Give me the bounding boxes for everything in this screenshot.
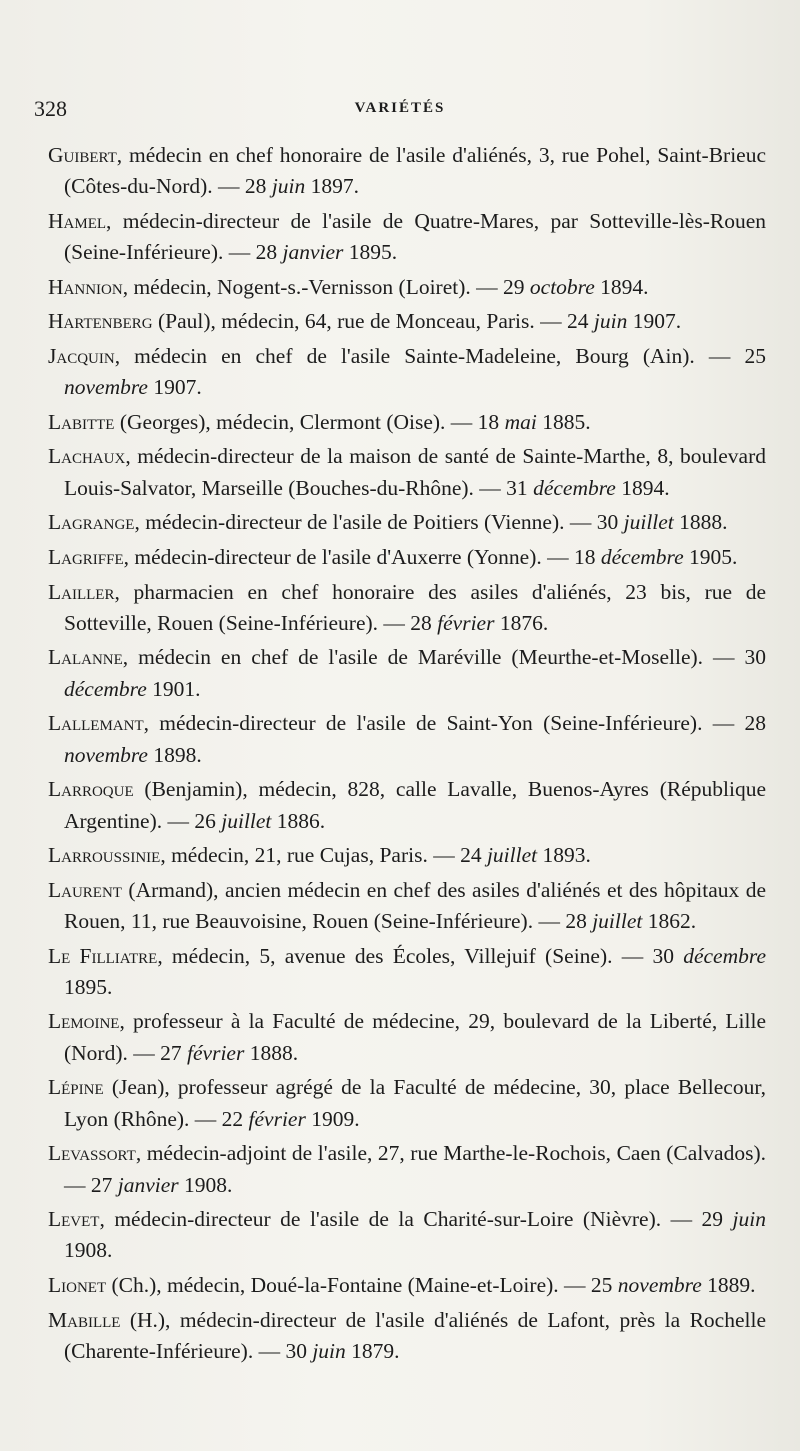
entry-name: Lépine <box>48 1075 104 1100</box>
directory-entry <box>48 1072 766 1135</box>
directory-entry <box>48 1138 766 1201</box>
entry-text: (Georges), médecin, Clermont (Oise). — 18 <box>114 409 505 434</box>
entry-text: (H.), médecin-directeur de l'asile d'aliénés de Lafont, près la Rochelle (Charente-Inférieure). — 30 <box>64 1307 766 1363</box>
entry-date: janvier <box>282 240 344 265</box>
entry-date: novembre <box>64 375 148 400</box>
entry-year: 1876. <box>494 610 549 635</box>
directory-entry <box>48 542 766 573</box>
entry-date: décembre <box>533 475 616 500</box>
entry-date: juillet <box>221 808 272 833</box>
entry-date: février <box>187 1040 245 1065</box>
page-header <box>34 96 766 126</box>
entry-text: (Benjamin), médecin, 828, calle Lavalle, Buenos-Ayres (République Argentine). — 26 <box>64 777 766 833</box>
directory-entry <box>48 306 766 337</box>
entry-year: 1897. <box>305 174 360 199</box>
entry-date: juillet <box>623 510 674 535</box>
directory-entry <box>48 642 766 705</box>
entry-text: , médecin-directeur de l'asile d'Auxerre (Yonne). — 18 <box>123 544 601 569</box>
entry-year: 1893. <box>537 843 591 868</box>
entry-year: 1886. <box>271 808 326 833</box>
entry-text: , médecin, 5, avenue des Écoles, Villejuif (Seine). — 30 <box>157 943 684 968</box>
entry-text: , médecin-adjoint de l'asile, 27, rue Marthe-le-Rochois, Caen (Calvados). — 27 <box>64 1141 766 1197</box>
entry-name: Lalanne <box>48 645 123 670</box>
entry-year: 1879. <box>345 1338 400 1363</box>
entry-date: février <box>248 1106 306 1131</box>
entry-name: Lagrange <box>48 510 135 535</box>
directory-entry <box>48 1270 766 1301</box>
directory-entry <box>48 875 766 938</box>
entry-year: 1908. <box>64 1238 113 1263</box>
entry-year: 1895. <box>343 240 398 265</box>
entry-text: (Ch.), médecin, Doué-la-Fontaine (Maine-et-Loire). — 25 <box>106 1273 618 1298</box>
entry-text: (Armand), ancien médecin en chef des asiles d'aliénés et des hôpitaux de Rouen, 11, rue Beauvoisine, Rouen (Seine-Inférieure). — 28 <box>64 877 766 933</box>
entry-name: Guibert <box>48 143 117 167</box>
entry-year: 1905. <box>683 544 738 569</box>
entry-name: Mabille <box>48 1307 121 1332</box>
entry-name: Larroque <box>48 777 134 802</box>
entry-date: novembre <box>617 1273 702 1298</box>
entry-year: 1909. <box>305 1106 360 1131</box>
entry-text: , médecin en chef de l'asile de Maréville (Meurthe-et-Moselle). — 30 <box>122 645 766 670</box>
entry-text: (Paul), médecin, 64, rue de Monceau, Paris. — 24 <box>152 309 594 334</box>
entry-name: Le Filliatre <box>48 943 158 968</box>
entry-name: Jacquin <box>48 343 115 368</box>
directory-entry <box>48 341 766 404</box>
entry-name: Lemoine <box>48 1009 120 1034</box>
entry-year: 1907. <box>147 375 202 400</box>
directory-entry <box>48 140 766 203</box>
directory-entry <box>48 441 766 504</box>
entry-name: Hartenberg <box>48 309 153 334</box>
entry-date: juillet <box>486 843 538 868</box>
entry-name: Levassort <box>48 1141 136 1166</box>
entry-name: Laurent <box>48 877 122 902</box>
entry-name: Lallemant <box>48 711 144 736</box>
entry-name: Lionet <box>48 1273 107 1298</box>
entry-text: , médecin, 21, rue Cujas, Paris. — 24 <box>160 843 487 868</box>
entry-date: juin <box>312 1338 346 1363</box>
entry-year: 1888. <box>244 1040 299 1065</box>
directory-entry <box>48 840 766 871</box>
directory-entry <box>48 577 766 640</box>
entry-date: juin <box>732 1207 766 1232</box>
entry-year: 1908. <box>178 1172 233 1197</box>
directory-entry <box>48 272 766 303</box>
entry-name: Hamel <box>48 208 107 233</box>
entry-year: 1895. <box>64 974 113 999</box>
entry-year: 1894. <box>594 274 649 299</box>
entry-year: 1889. <box>701 1273 756 1298</box>
directory-entry <box>48 407 766 438</box>
entry-name: Hannion <box>48 274 123 299</box>
entry-date: mai <box>504 409 537 434</box>
directory-entry <box>48 507 766 538</box>
entry-text: , médecin en chef de l'asile Sainte-Madeleine, Bourg (Ain). — 25 <box>114 343 766 368</box>
entry-date: décembre <box>600 544 684 569</box>
entry-date: décembre <box>64 676 147 701</box>
directory-entry <box>48 708 766 771</box>
entry-name: Levet <box>48 1207 100 1232</box>
entry-date: décembre <box>683 943 766 968</box>
entry-date: octobre <box>529 274 595 299</box>
entry-date: janvier <box>117 1172 179 1197</box>
entry-name: Lailler <box>48 579 115 604</box>
entry-date: juin <box>271 174 306 199</box>
entry-date: février <box>437 610 495 635</box>
entry-text: , médecin-directeur de la maison de santé de Sainte-Marthe, 8, boulevard Louis-Salvator, Marseille (Bouches-du-Rhône). — 31 <box>64 444 766 500</box>
entry-year: 1885. <box>536 409 591 434</box>
directory-entry <box>48 206 766 269</box>
directory-entries <box>48 140 766 1371</box>
entry-name: Larroussinie <box>48 843 161 868</box>
entry-text: , médecin-directeur de l'asile de la Charité-sur-Loire (Nièvre). — 29 <box>99 1207 733 1232</box>
entry-name: Labitte <box>48 409 115 434</box>
entry-text: , médecin-directeur de l'asile de Poitiers (Vienne). — 30 <box>134 510 624 535</box>
entry-text: (Jean), professeur agrégé de la Faculté de médecine, 30, place Bellecour, Lyon (Rhône). — 22 <box>64 1075 766 1131</box>
entry-year: 1898. <box>147 742 202 767</box>
entry-year: 1894. <box>615 475 670 500</box>
directory-entry <box>48 1305 766 1368</box>
entry-text: , médecin-directeur de l'asile de Saint-Yon (Seine-Inférieure). — 28 <box>143 711 766 736</box>
page-number: 328 <box>34 96 67 121</box>
entry-name: Lachaux <box>48 444 126 469</box>
directory-entry <box>48 1204 766 1267</box>
entry-text: , médecin-directeur de l'asile de Quatre-Mares, par Sotteville-lès-Rouen (Seine-Inférieure). — 28 <box>64 208 766 265</box>
directory-entry <box>48 774 766 837</box>
entry-text: , professeur à la Faculté de médecine, 29, boulevard de la Liberté, Lille (Nord). — 27 <box>64 1009 766 1065</box>
entry-year: 1862. <box>642 908 697 933</box>
entry-text: , médecin, Nogent-s.-Vernisson (Loiret). — 29 <box>122 274 530 299</box>
entry-text: , pharmacien en chef honoraire des asiles d'aliénés, 23 bis, rue de Sotteville, Rouen (Seine-Inférieure). — 28 <box>64 579 766 635</box>
entry-date: juillet <box>592 908 643 933</box>
entry-name: Lagriffe <box>48 544 124 569</box>
entry-date: juin <box>593 309 628 334</box>
entry-year: 1907. <box>627 309 682 334</box>
directory-entry <box>48 941 766 1004</box>
running-head: VARIÉTÉS <box>354 100 446 116</box>
directory-entry <box>48 1006 766 1069</box>
entry-year: 1901. <box>146 676 201 701</box>
entry-year: 1888. <box>673 510 728 535</box>
entry-date: novembre <box>64 742 148 767</box>
entry-text: , médecin en chef honoraire de l'asile d'aliénés, 3, rue Pohel, Saint-Brieuc (Côtes-du-Nord). — 28 <box>64 143 766 199</box>
